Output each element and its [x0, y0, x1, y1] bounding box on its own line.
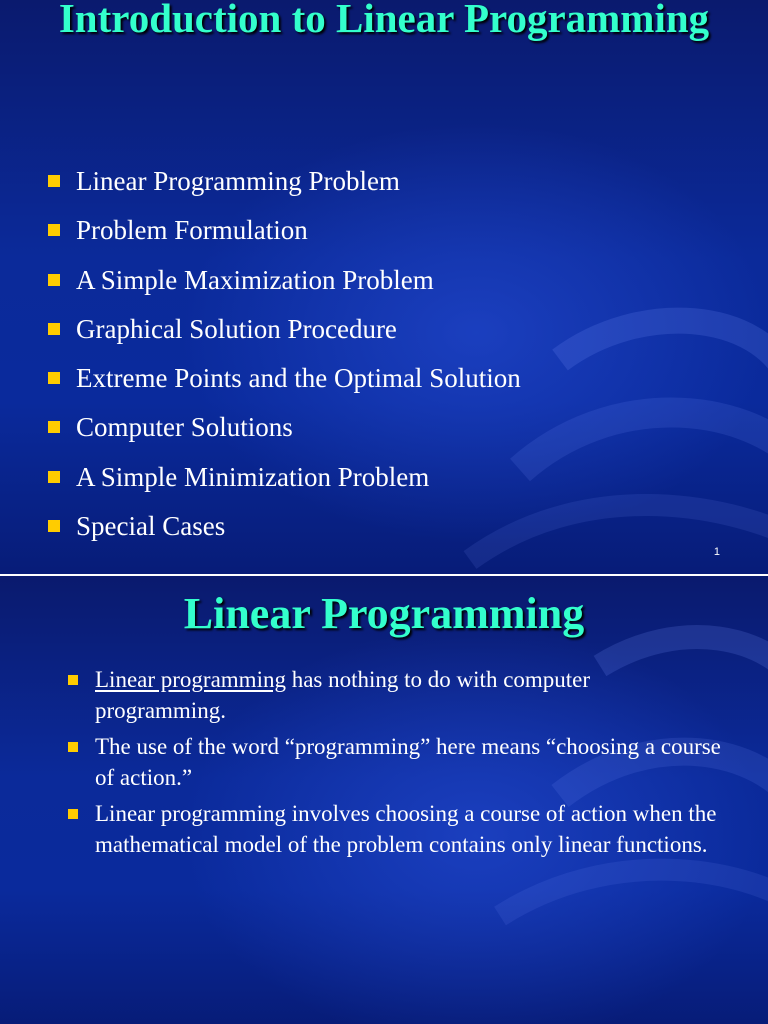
slide-number: 1: [713, 546, 720, 558]
slide-title: Introduction to Linear Programming: [58, 0, 710, 41]
square-bullet-icon: [48, 421, 60, 433]
list-item-text: Problem Formulation: [76, 215, 308, 246]
slide-2: [0, 576, 768, 1024]
list-item-text: Extreme Points and the Optimal Solution: [76, 363, 521, 394]
square-bullet-icon: [68, 675, 78, 685]
square-bullet-icon: [68, 809, 78, 819]
underlined-term: Linear programming: [95, 667, 286, 692]
list-item-text: has nothing to do with computer programming.: [95, 667, 591, 723]
square-bullet-icon: [48, 372, 60, 384]
square-bullet-icon: [48, 175, 60, 187]
list-item: [66, 731, 726, 793]
topic-list: [46, 160, 521, 554]
list-item: [46, 406, 521, 455]
list-item: [66, 664, 726, 726]
square-bullet-icon: [48, 471, 60, 483]
square-bullet-icon: [48, 224, 60, 236]
list-item-text: Graphical Solution Procedure: [76, 313, 397, 344]
list-item-text: The use of the word “programming” here means “choosing a course of action.”: [95, 734, 721, 790]
list-item: [66, 798, 726, 860]
square-bullet-icon: [48, 323, 60, 335]
slide-title: Linear Programming: [183, 589, 585, 638]
list-item-text: A Simple Minimization Problem: [76, 461, 430, 492]
list-item: [46, 259, 521, 308]
square-bullet-icon: [68, 742, 78, 752]
list-item-text: Computer Solutions: [76, 412, 293, 443]
list-item: [46, 505, 521, 554]
list-item-text: Linear Programming Problem: [76, 166, 400, 196]
square-bullet-icon: [48, 520, 60, 532]
definition-list: [66, 664, 726, 865]
list-item: [46, 160, 521, 209]
square-bullet-icon: [48, 274, 60, 286]
list-item: [46, 308, 521, 357]
list-item: [46, 209, 521, 258]
list-item-text: A Simple Maximization Problem: [76, 264, 434, 295]
list-item-text: Special Cases: [76, 511, 226, 542]
list-item: [46, 456, 521, 505]
list-item-text: Linear programming involves choosing a course of action when the mathematical model of the problem contains only linear functions.: [95, 801, 717, 857]
list-item: [46, 357, 521, 406]
